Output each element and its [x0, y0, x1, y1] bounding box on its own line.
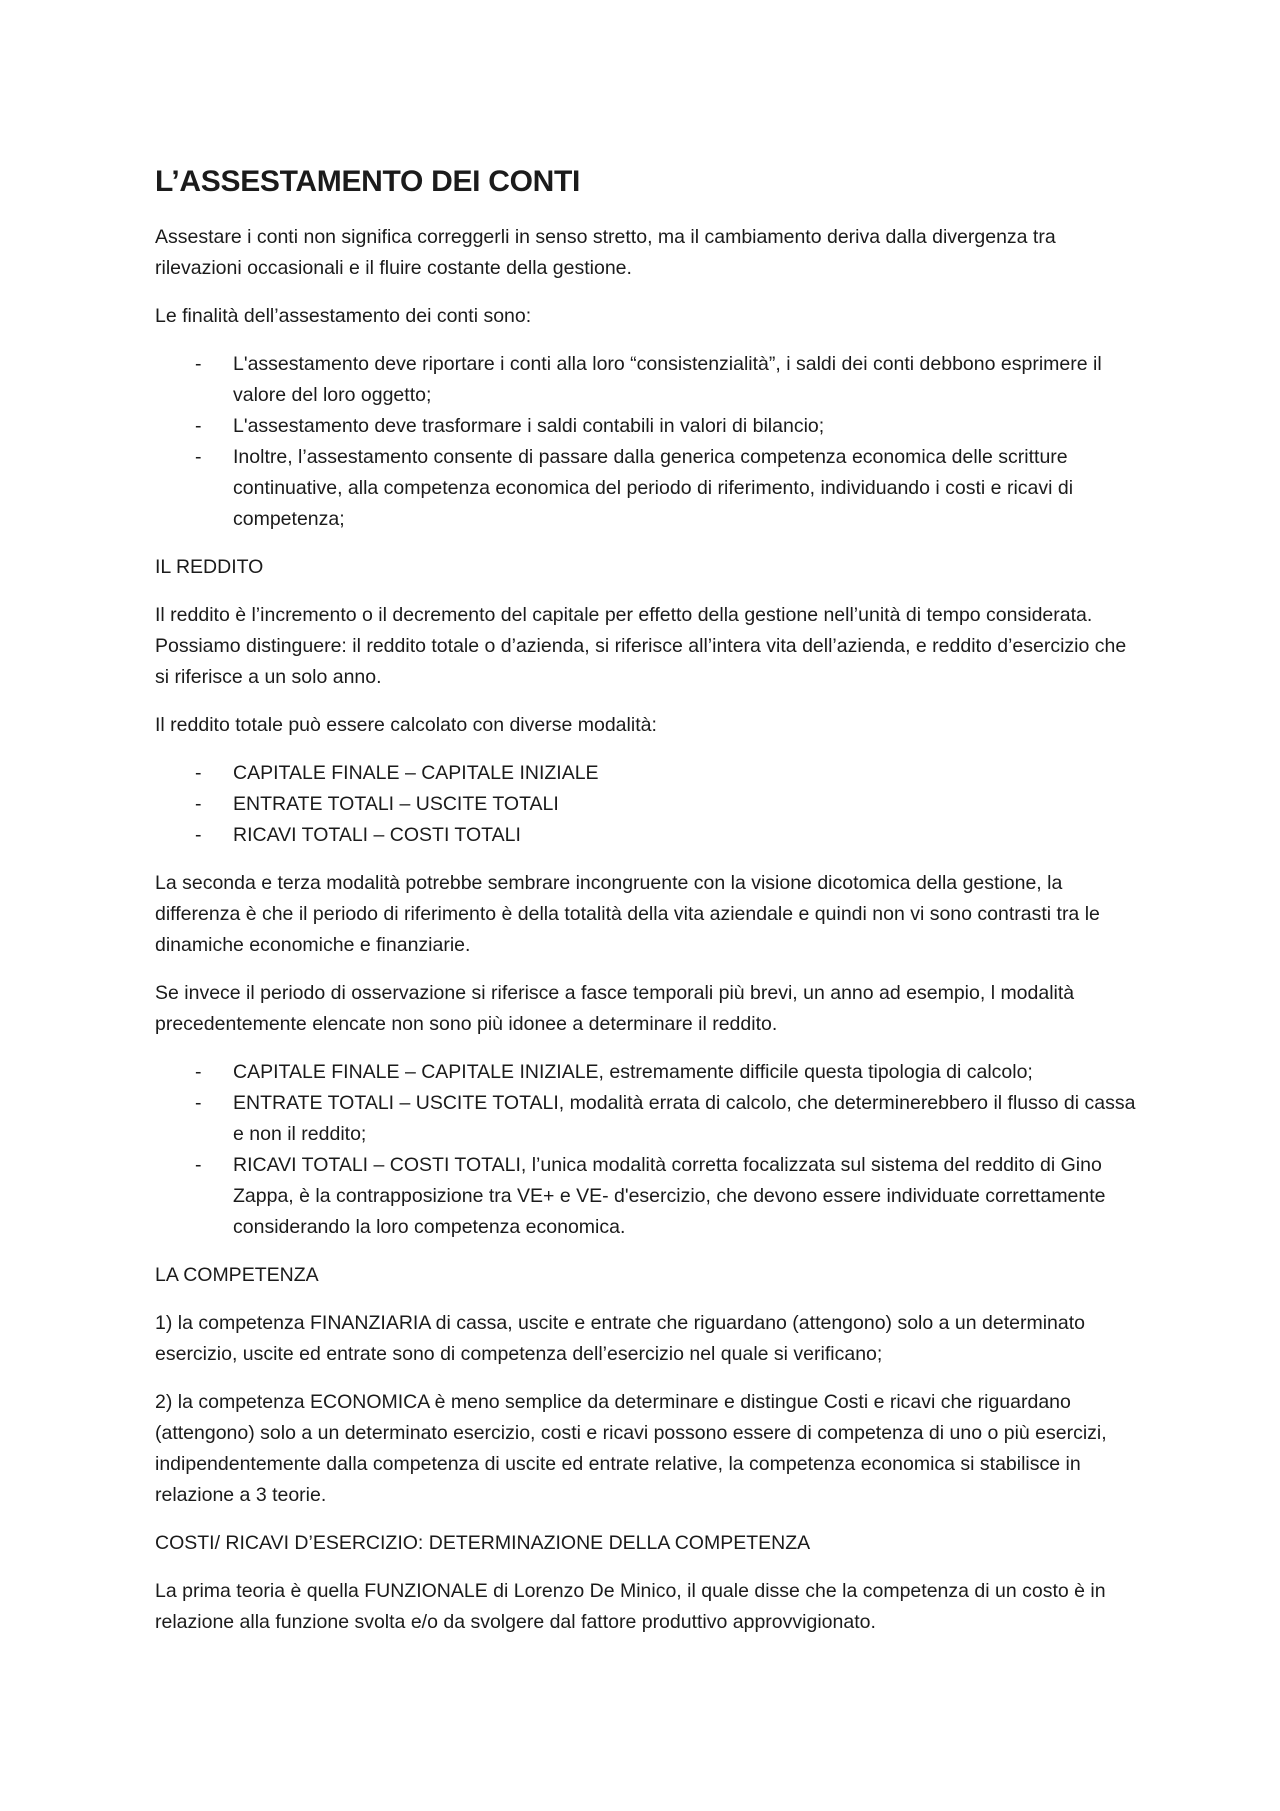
modalita-detail-list: [155, 1057, 1145, 1243]
list-item: - ENTRATE TOTALI – USCITE TOTALI: [155, 789, 1145, 820]
finalita-list: [155, 349, 1145, 535]
list-item: - L'assestamento deve riportare i conti alla loro “consistenzialità”, i saldi dei conti debbono esprimere il valore del loro oggetto;: [155, 349, 1145, 411]
document-page: [155, 160, 1145, 1655]
list-item: - RICAVI TOTALI – COSTI TOTALI, l’unica modalità corretta focalizzata sul sistema del reddito di Gino Zappa, è la contrapposizione tra VE+ e VE- d'esercizio, che devono essere individuate correttamente considerando la loro competenza economica.: [155, 1150, 1145, 1243]
reddito-paragraph: Il reddito totale può essere calcolato con diverse modalità:: [155, 714, 657, 736]
intro-paragraph: Assestare i conti non significa correggerli in senso stretto, ma il cambiamento deriva dalla divergenza tra rilevazioni occasionali e il fluire costante della gestione.: [155, 226, 1056, 279]
modalita-paragraph: Se invece il periodo di osservazione si riferisce a fasce temporali più brevi, un anno ad esempio, l modalità precedentemente elencate non sono più idonee a determinare il reddito.: [155, 982, 1075, 1035]
list-item: - L'assestamento deve trasformare i saldi contabili in valori di bilancio;: [155, 411, 1145, 442]
section-heading-reddito: IL REDDITO: [155, 556, 264, 578]
costi-paragraph: La prima teoria è quella FUNZIONALE di Lorenzo De Minico, il quale disse che la competenza di un costo è in relazione alla funzione svolta e/o da svolgere dal fattore produttivo approvvigionato.: [155, 1580, 1106, 1633]
competenza-paragraph: 1) la competenza FINANZIARIA di cassa, uscite e entrate che riguardano (attengono) solo a un determinato esercizio, uscite ed entrate sono di competenza dell’esercizio nel quale si verificano;: [155, 1312, 1086, 1365]
page-title: L’ASSESTAMENTO DEI CONTI: [155, 165, 581, 198]
section-heading-costi-ricavi: COSTI/ RICAVI D’ESERCIZIO: DETERMINAZIONE DELLA COMPETENZA: [155, 1532, 811, 1554]
list-item: - ENTRATE TOTALI – USCITE TOTALI, modalità errata di calcolo, che determinerebbero il flusso di cassa e non il reddito;: [155, 1088, 1145, 1150]
competenza-paragraph: 2) la competenza ECONOMICA è meno semplice da determinare e distingue Costi e ricavi che riguardano (attengono) solo a un determinato esercizio, costi e ricavi possono essere di competenza di uno o più esercizi, indipendentemente dalla competenza di uscite ed entrate relative, la competenza economica si stabilisce in relazione a 3 teorie.: [155, 1391, 1107, 1506]
list-item: - CAPITALE FINALE – CAPITALE INIZIALE, estremamente difficile questa tipologia di calcolo;: [155, 1057, 1145, 1088]
list-item: - CAPITALE FINALE – CAPITALE INIZIALE: [155, 758, 1145, 789]
intro-paragraph: Le finalità dell’assestamento dei conti sono:: [155, 305, 532, 327]
list-item: - Inoltre, l’assestamento consente di passare dalla generica competenza economica delle scritture continuative, alla competenza economica del periodo di riferimento, individuando i costi e ricavi di competenza;: [155, 442, 1145, 535]
modalita-paragraph: La seconda e terza modalità potrebbe sembrare incongruente con la visione dicotomica della gestione, la differenza è che il periodo di riferimento è della totalità della vita aziendale e quindi non vi sono contrasti tra le dinamiche economiche e finanziarie.: [155, 872, 1100, 956]
list-item: - RICAVI TOTALI – COSTI TOTALI: [155, 820, 1145, 851]
modalita-list: [155, 758, 1145, 851]
section-heading-competenza: LA COMPETENZA: [155, 1264, 319, 1286]
reddito-paragraph: Il reddito è l’incremento o il decremento del capitale per effetto della gestione nell’unità di tempo considerata. Possiamo distinguere: il reddito totale o d’azienda, si riferisce all’intera vita dell’azienda, e reddito d’esercizio che si riferisce a un solo anno.: [155, 604, 1127, 688]
